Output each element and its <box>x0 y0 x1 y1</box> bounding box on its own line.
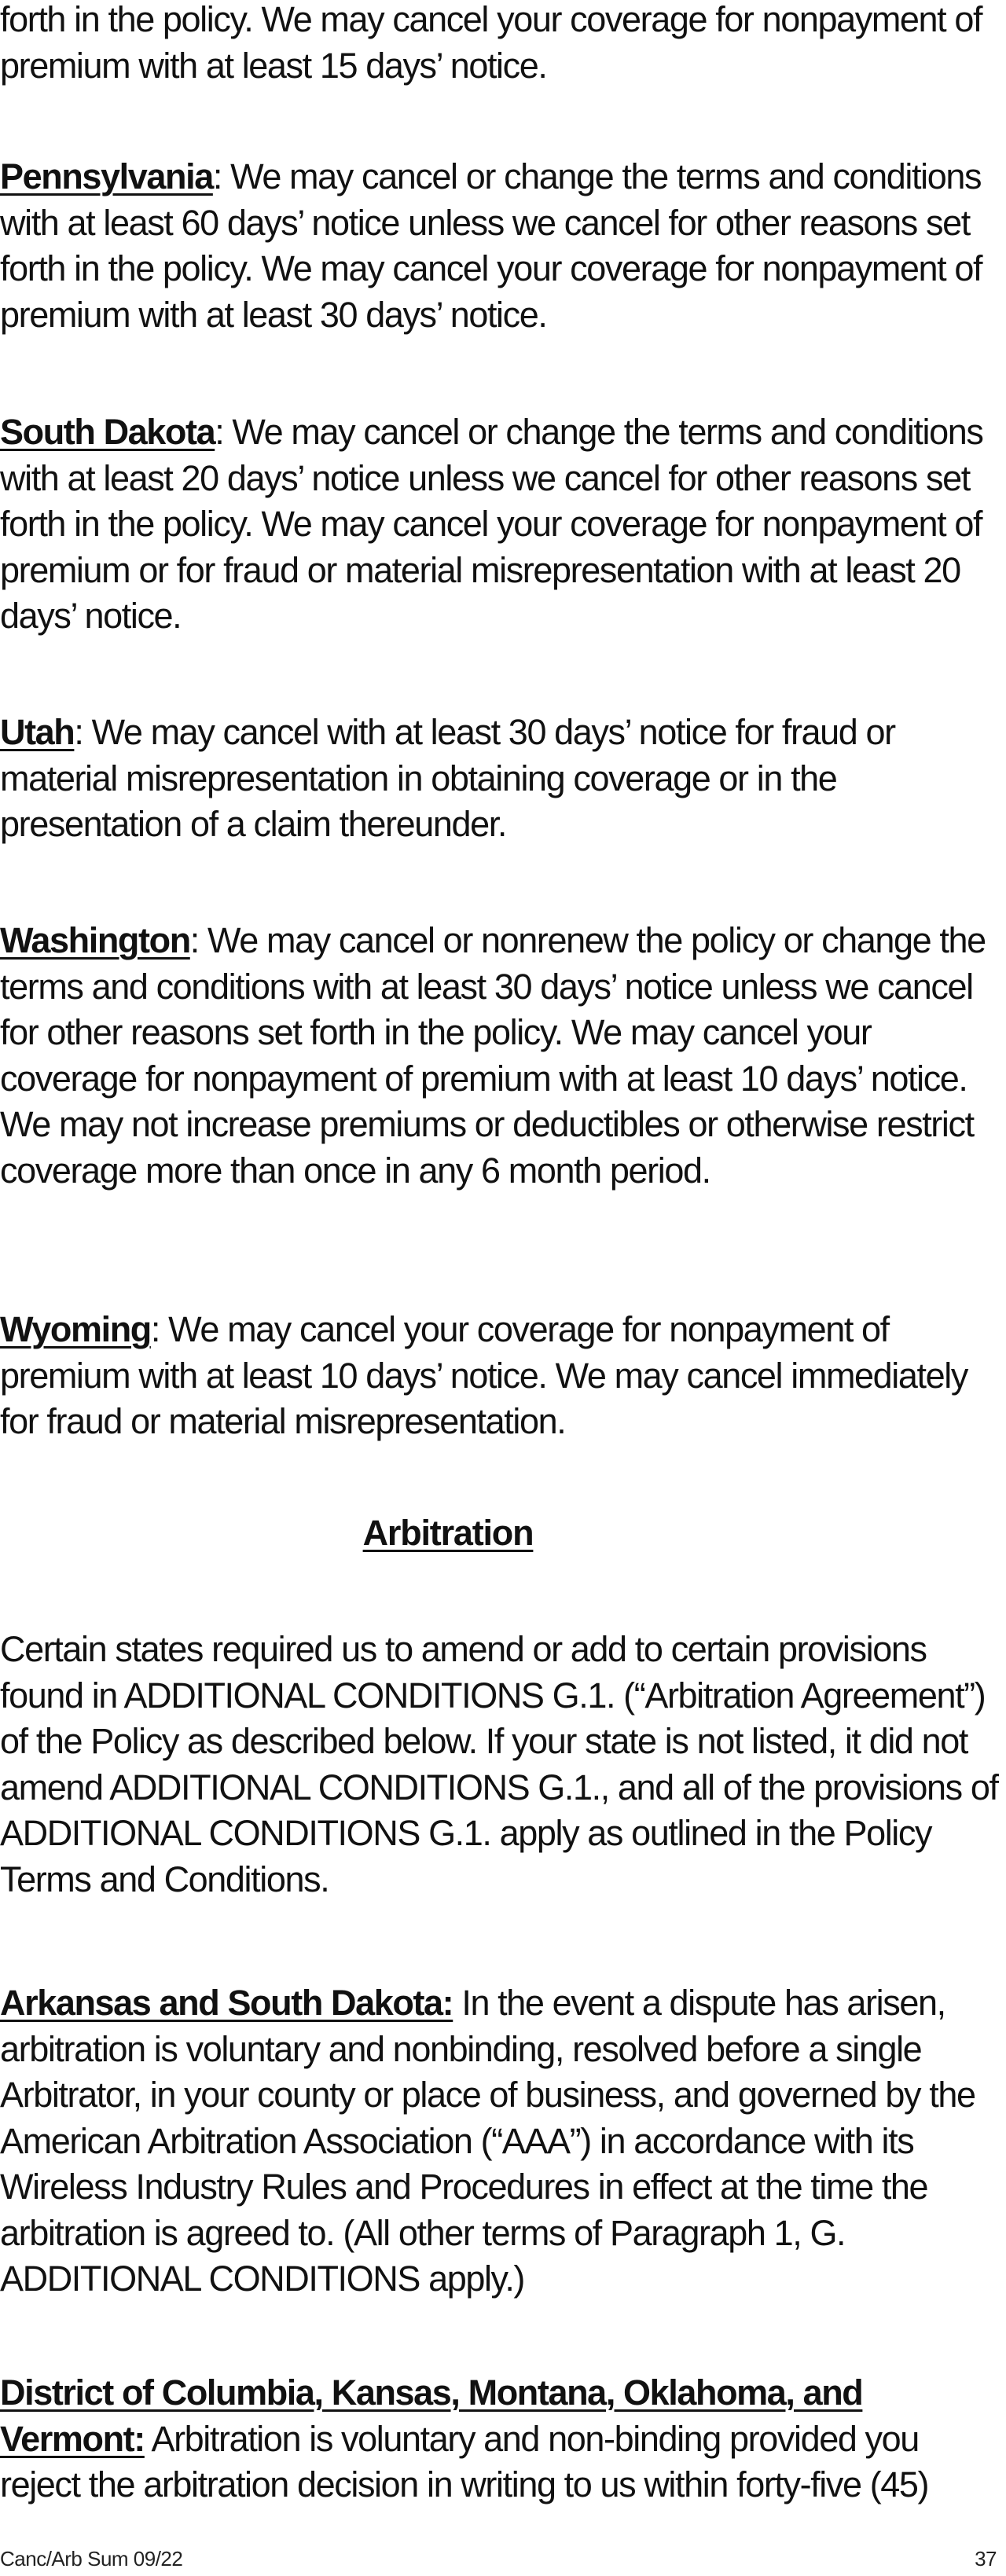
state-text-pennsylvania: : We may cancel or change the terms and conditions with at least 60 days’ notice unless we cancel for other reasons set forth in the policy. We may cancel your coverage for nonpayment of premium with at least 30 days’ notice. <box>0 156 982 335</box>
state-paragraph-utah <box>0 710 1002 848</box>
state-heading-south-dakota: South Dakota <box>0 412 215 452</box>
state-heading-washington: Washington <box>0 920 190 960</box>
footer-page-number: 37 <box>975 2547 997 2570</box>
state-paragraph-south-dakota <box>0 409 1002 640</box>
state-heading-pennsylvania: Pennsylvania <box>0 156 213 196</box>
state-paragraph-washington <box>0 918 1002 1194</box>
arbitration-intro-text: Certain states required us to amend or add to certain provisions found in ADDITIONAL CONDITIONS G.1. (“Arbitration Agreement”) of the Policy as described below. If your state is not listed, it did not amend ADDITIONAL CONDITIONS G.1., and all of the provisions of ADDITIONAL CONDITIONS G.1. apply as outlined in the Policy Terms and Conditions. <box>0 1629 998 1899</box>
state-heading-utah: Utah <box>0 712 75 752</box>
arbitration-heading-dc-group: District of Columbia, Kansas, Montana, Oklahoma, and Vermont: <box>0 2372 863 2459</box>
state-paragraph-wyoming <box>0 1307 1002 1445</box>
state-text-utah: : We may cancel with at least 30 days’ notice for fraud or material misrepresentation in obtaining coverage or in the presentation of a claim thereunder. <box>0 712 895 844</box>
arbitration-paragraph-arkansas-south-dakota <box>0 1980 1002 2303</box>
arbitration-text-arkansas-south-dakota: In the event a dispute has arisen, arbitration is voluntary and nonbinding, resolved before a single Arbitrator, in your county or place of business, and governed by the American Arbitration Association (“AAA”) in accordance with its Wireless Industry Rules and Procedures in effect at the time the arbitration is agreed to. (All other terms of Paragraph 1, G. ADDITIONAL CONDITIONS apply.) <box>0 1983 975 2299</box>
footer-form-code: Canc/Arb Sum 09/22 <box>0 2547 183 2570</box>
state-paragraph-pennsylvania <box>0 154 1002 338</box>
arbitration-intro-paragraph <box>0 1627 1002 1903</box>
arbitration-section-title: Arbitration <box>362 1513 534 1553</box>
arbitration-text-dc-group: Arbitration is voluntary and non-binding provided you reject the arbitration decision in writing to us within forty-five (45) <box>0 2418 929 2504</box>
arbitration-paragraph-dc-group <box>0 2370 1002 2508</box>
state-text-south-dakota: : We may cancel or change the terms and conditions with at least 20 days’ notice unless we cancel for other reasons set forth in the policy. We may cancel your coverage for nonpayment of premium or for fraud or material misrepresentation with at least 20 days’ notice. <box>0 412 983 636</box>
arbitration-heading-arkansas-south-dakota: Arkansas and South Dakota: <box>0 1983 453 2023</box>
intro-text: forth in the policy. We may cancel your coverage for nonpayment of premium with at least 15 days’ notice. <box>0 0 982 86</box>
intro-paragraph <box>0 0 1002 89</box>
state-heading-wyoming: Wyoming <box>0 1309 151 1349</box>
state-text-wyoming: : We may cancel your coverage for nonpayment of premium with at least 10 days’ notice. We may cancel immediately for fraud or material misrepresentation. <box>0 1309 967 1441</box>
state-text-washington: : We may cancel or nonrenew the policy or change the terms and conditions with at least 30 days’ notice unless we cancel for other reasons set forth in the policy. We may cancel your coverage for nonpayment of premium with at least 10 days’ notice. We may not increase premiums or deductibles or otherwise restrict coverage more than once in any 6 month period. <box>0 920 986 1191</box>
